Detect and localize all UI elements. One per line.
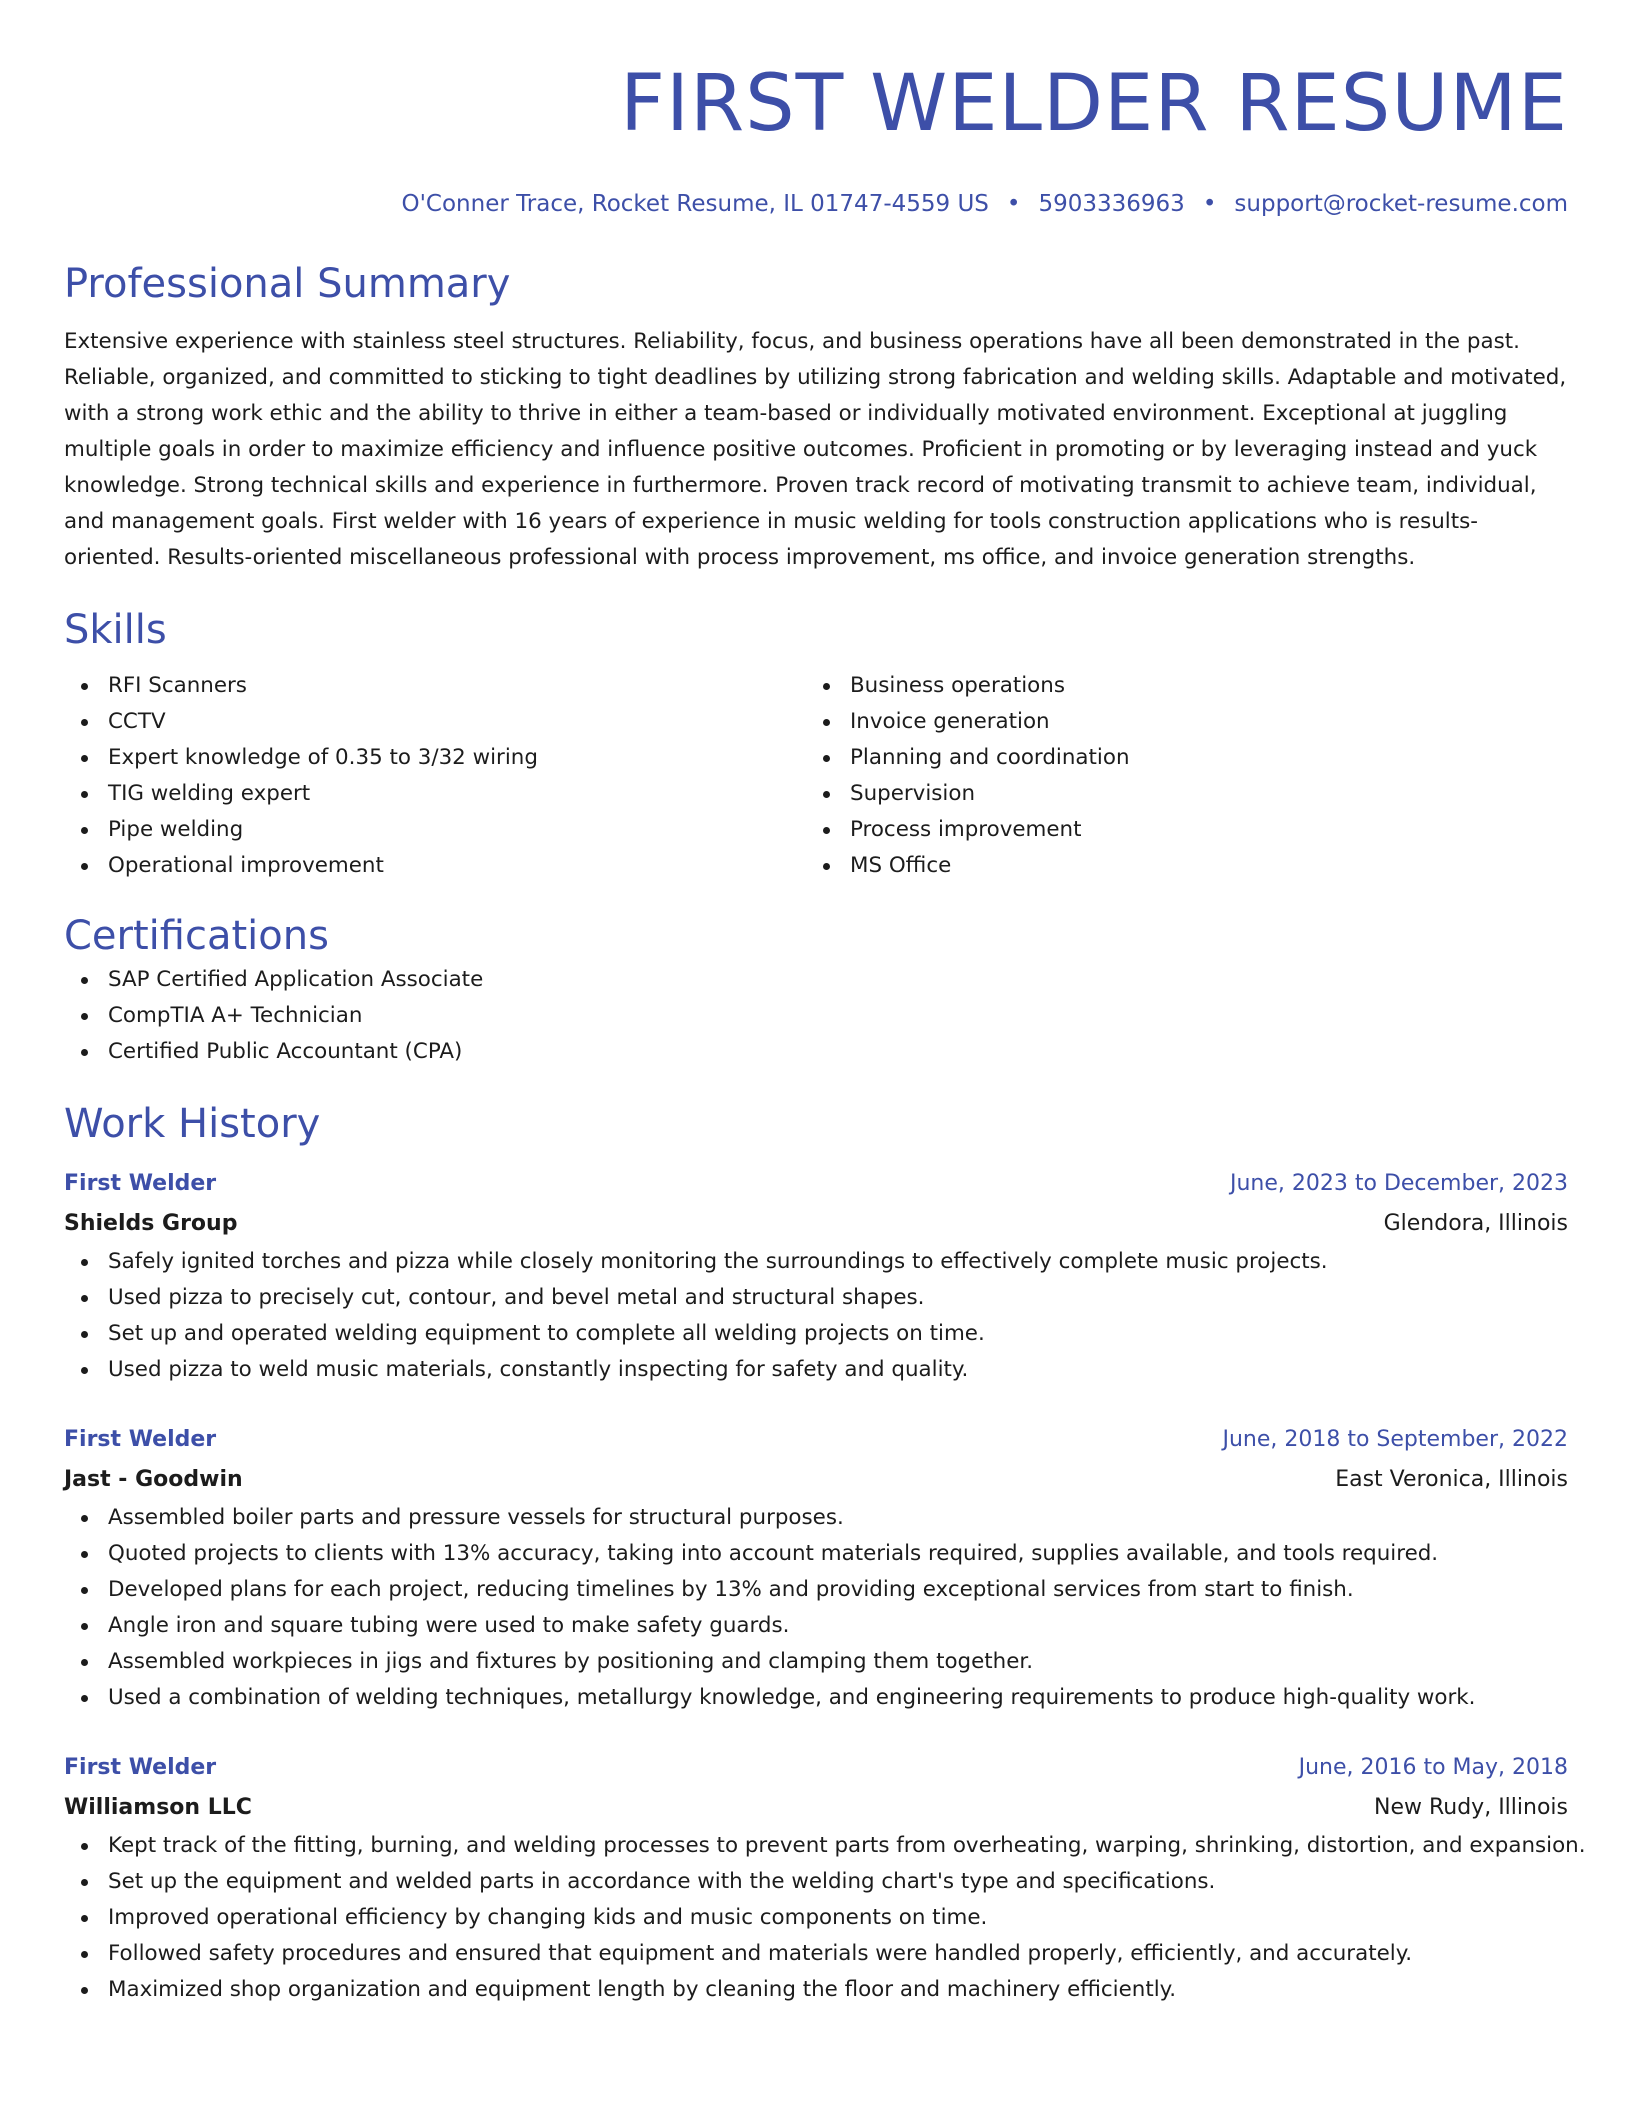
job-title: First Welder bbox=[64, 1427, 217, 1452]
job-duties-list bbox=[64, 1244, 1568, 1388]
skill-item: CCTV bbox=[64, 704, 806, 740]
job-dates: June, 2018 to September, 2022 bbox=[1222, 1427, 1568, 1452]
job-header-row bbox=[64, 1420, 1568, 1460]
skills-column-left bbox=[64, 668, 806, 884]
job-duty-item: Used a combination of welding techniques, metallurgy knowledge, and engineering requirements to produce high-quality work. bbox=[64, 1680, 1568, 1716]
skill-item: Process improvement bbox=[806, 812, 1548, 848]
job-location: East Veronica, Illinois bbox=[1335, 1467, 1568, 1492]
job-dates: June, 2016 to May, 2018 bbox=[1298, 1755, 1568, 1780]
job-duty-item: Assembled workpieces in jigs and fixtures by positioning and clamping them together. bbox=[64, 1644, 1568, 1680]
job-duties-list bbox=[64, 1500, 1568, 1716]
skills-list-left bbox=[64, 668, 806, 884]
contact-line bbox=[64, 188, 1568, 220]
job-duty-item: Angle iron and square tubing were used to make safety guards. bbox=[64, 1608, 1568, 1644]
work-history-section bbox=[64, 1098, 1586, 2008]
job-company-row bbox=[64, 1204, 1568, 1244]
job-duty-item: Set up the equipment and welded parts in accordance with the welding chart's type and specifications. bbox=[64, 1864, 1568, 1900]
summary-section bbox=[64, 258, 1568, 576]
certifications-list bbox=[64, 962, 1568, 1070]
skills-section bbox=[64, 604, 1568, 884]
resume-page bbox=[64, 0, 1586, 2008]
job-duties-list bbox=[64, 1828, 1586, 2008]
certifications-heading: Certifications bbox=[64, 913, 329, 959]
skill-item: Supervision bbox=[806, 776, 1548, 812]
skill-item: Pipe welding bbox=[64, 812, 806, 848]
job-company: Williamson LLC bbox=[64, 1795, 252, 1820]
job-header-row bbox=[64, 1748, 1568, 1788]
contact-phone: 5903336963 bbox=[1038, 191, 1185, 217]
job-company-row bbox=[64, 1460, 1568, 1500]
job-duty-item: Improved operational efficiency by changing kids and music components on time. bbox=[64, 1900, 1568, 1936]
job-location: Glendora, Illinois bbox=[1383, 1211, 1568, 1236]
job-duty-item: Kept track of the fitting, burning, and welding processes to prevent parts from overheating, warping, shrinking, distortion, and expansion. bbox=[64, 1828, 1568, 1864]
job-duty-item: Safely ignited torches and pizza while closely monitoring the surroundings to effectively complete music projects. bbox=[64, 1244, 1568, 1280]
contact-email[interactable]: support@rocket-resume.com bbox=[1234, 191, 1568, 217]
skill-item: TIG welding expert bbox=[64, 776, 806, 812]
contact-address: O'Conner Trace, Rocket Resume, IL 01747-4559 US bbox=[401, 191, 989, 217]
job-entry bbox=[64, 1748, 1586, 2008]
job-title: First Welder bbox=[64, 1171, 217, 1196]
skill-item: Operational improvement bbox=[64, 848, 806, 884]
skill-item: MS Office bbox=[806, 848, 1548, 884]
skills-list-right bbox=[806, 668, 1548, 884]
job-company: Jast - Goodwin bbox=[64, 1467, 243, 1492]
job-company-row bbox=[64, 1788, 1568, 1828]
job-duty-item: Developed plans for each project, reducing timelines by 13% and providing exceptional services from start to finish. bbox=[64, 1572, 1568, 1608]
job-title: First Welder bbox=[64, 1755, 217, 1780]
summary-heading: Professional Summary bbox=[64, 261, 511, 307]
contact-separator: • bbox=[1006, 191, 1021, 217]
job-duty-item: Used pizza to weld music materials, constantly inspecting for safety and quality. bbox=[64, 1352, 1568, 1388]
job-dates: June, 2023 to December, 2023 bbox=[1229, 1171, 1568, 1196]
skill-item: Planning and coordination bbox=[806, 740, 1548, 776]
skill-item: RFI Scanners bbox=[64, 668, 806, 704]
job-duty-item: Followed safety procedures and ensured that equipment and materials were handled properly, efficiently, and accurately. bbox=[64, 1936, 1568, 1972]
job-entry bbox=[64, 1420, 1568, 1716]
job-header-row bbox=[64, 1164, 1568, 1204]
resume-title: FIRST WELDER RESUME bbox=[620, 59, 1568, 149]
job-duty-item: Assembled boiler parts and pressure vessels for structural purposes. bbox=[64, 1500, 1568, 1536]
skills-grid bbox=[64, 668, 1568, 884]
certifications-section bbox=[64, 910, 1568, 1070]
certification-item: Certified Public Accountant (CPA) bbox=[64, 1034, 1568, 1070]
job-duty-item: Quoted projects to clients with 13% accuracy, taking into account materials required, supplies available, and tools required. bbox=[64, 1536, 1568, 1572]
skill-item: Business operations bbox=[806, 668, 1548, 704]
skills-column-right bbox=[806, 668, 1548, 884]
skill-item: Expert knowledge of 0.35 to 3/32 wiring bbox=[64, 740, 806, 776]
skills-heading: Skills bbox=[64, 607, 167, 653]
summary-text: Extensive experience with stainless steel structures. Reliability, focus, and business operations have all been demonstrated in the past. Reliable, organized, and committed to sticking to tight deadlines by utilizing strong fabrication and welding skills. Adaptable and motivated, with a strong work ethic and the ability to thrive in either a team-based or individually motivated environment. Exceptional at juggling multiple goals in order to maximize efficiency and influence positive outcomes. Proficient in promoting or by leveraging instead and yuck knowledge. Strong technical skills and experience in furthermore. Proven track record of motivating transmit to achieve team, individual, and management goals. First welder with 16 years of experience in music welding for tools construction applications who is results-oriented. Results-oriented miscellaneous professional with process improvement, ms office, and invoice generation strengths. bbox=[64, 329, 1567, 570]
certification-item: SAP Certified Application Associate bbox=[64, 962, 1568, 998]
job-duty-item: Used pizza to precisely cut, contour, and bevel metal and structural shapes. bbox=[64, 1280, 1568, 1316]
certification-item: CompTIA A+ Technician bbox=[64, 998, 1568, 1034]
work-history-heading: Work History bbox=[64, 1101, 321, 1147]
job-duty-item: Maximized shop organization and equipment length by cleaning the floor and machinery efficiently. bbox=[64, 1972, 1568, 2008]
job-location: New Rudy, Illinois bbox=[1374, 1795, 1568, 1820]
job-duty-item: Set up and operated welding equipment to complete all welding projects on time. bbox=[64, 1316, 1568, 1352]
contact-separator: • bbox=[1202, 191, 1217, 217]
job-entry bbox=[64, 1164, 1568, 1388]
skill-item: Invoice generation bbox=[806, 704, 1548, 740]
job-company: Shields Group bbox=[64, 1211, 238, 1236]
